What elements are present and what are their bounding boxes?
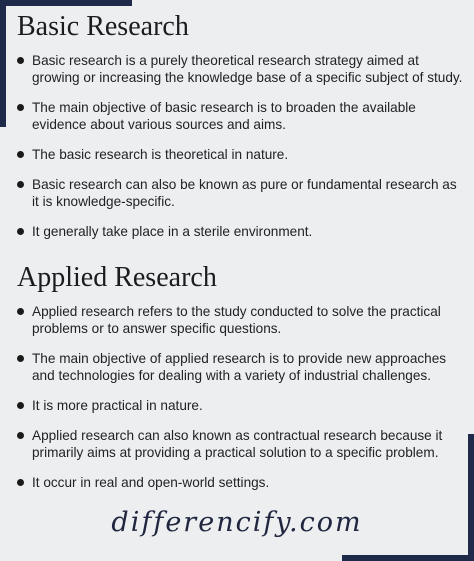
applied-research-title: Applied Research (17, 262, 217, 293)
bullet-icon (17, 355, 24, 362)
list-item (14, 99, 466, 133)
list-item-text: It occur in real and open-world settings. (32, 475, 270, 490)
list-item-text: The main objective of basic research is to broaden the available evidence about various sources and aims. (32, 100, 416, 132)
list-item-text: Applied research can also known as contractual research because it primarily aims at providing a practical solution to a specific problem. (32, 428, 443, 460)
watermark-logo: differencify.com (111, 507, 363, 538)
list-item (14, 427, 466, 461)
bullet-icon (17, 181, 24, 188)
bullet-icon (17, 479, 24, 486)
list-item-text: It generally take place in a sterile environment. (32, 224, 313, 239)
list-item (14, 350, 466, 384)
corner-accent-bottom-right-horizontal (342, 555, 474, 561)
bullet-icon (17, 57, 24, 64)
corner-accent-bottom-right-vertical (468, 434, 474, 561)
bullet-icon (17, 228, 24, 235)
bullet-icon (17, 308, 24, 315)
corner-accent-top-left-horizontal (0, 0, 132, 6)
basic-research-title: Basic Research (17, 11, 189, 42)
list-item (14, 223, 466, 240)
list-item-text: Basic research is a purely theoretical research strategy aimed at growing or increasing the knowledge base of a specific subject of study. (32, 53, 463, 85)
list-item-text: Applied research refers to the study conducted to solve the practical problems or to answer specific questions. (32, 304, 441, 336)
basic-research-list (14, 52, 466, 253)
bullet-icon (17, 402, 24, 409)
list-item (14, 52, 466, 86)
list-item-text: The main objective of applied research is to provide new approaches and technologies for dealing with a variety of industrial challenges. (32, 351, 447, 383)
list-item (14, 397, 466, 414)
list-item (14, 176, 466, 210)
list-item (14, 303, 466, 337)
list-item (14, 146, 466, 163)
list-item (14, 474, 466, 491)
applied-research-list (14, 303, 466, 504)
list-item-text: It is more practical in nature. (32, 398, 203, 413)
list-item-text: Basic research can also be known as pure or fundamental research as it is knowledge-specific. (32, 177, 457, 209)
list-item-text: The basic research is theoretical in nature. (32, 147, 289, 162)
bullet-icon (17, 151, 24, 158)
bullet-icon (17, 104, 24, 111)
corner-accent-top-left-vertical (0, 0, 6, 127)
bullet-icon (17, 432, 24, 439)
